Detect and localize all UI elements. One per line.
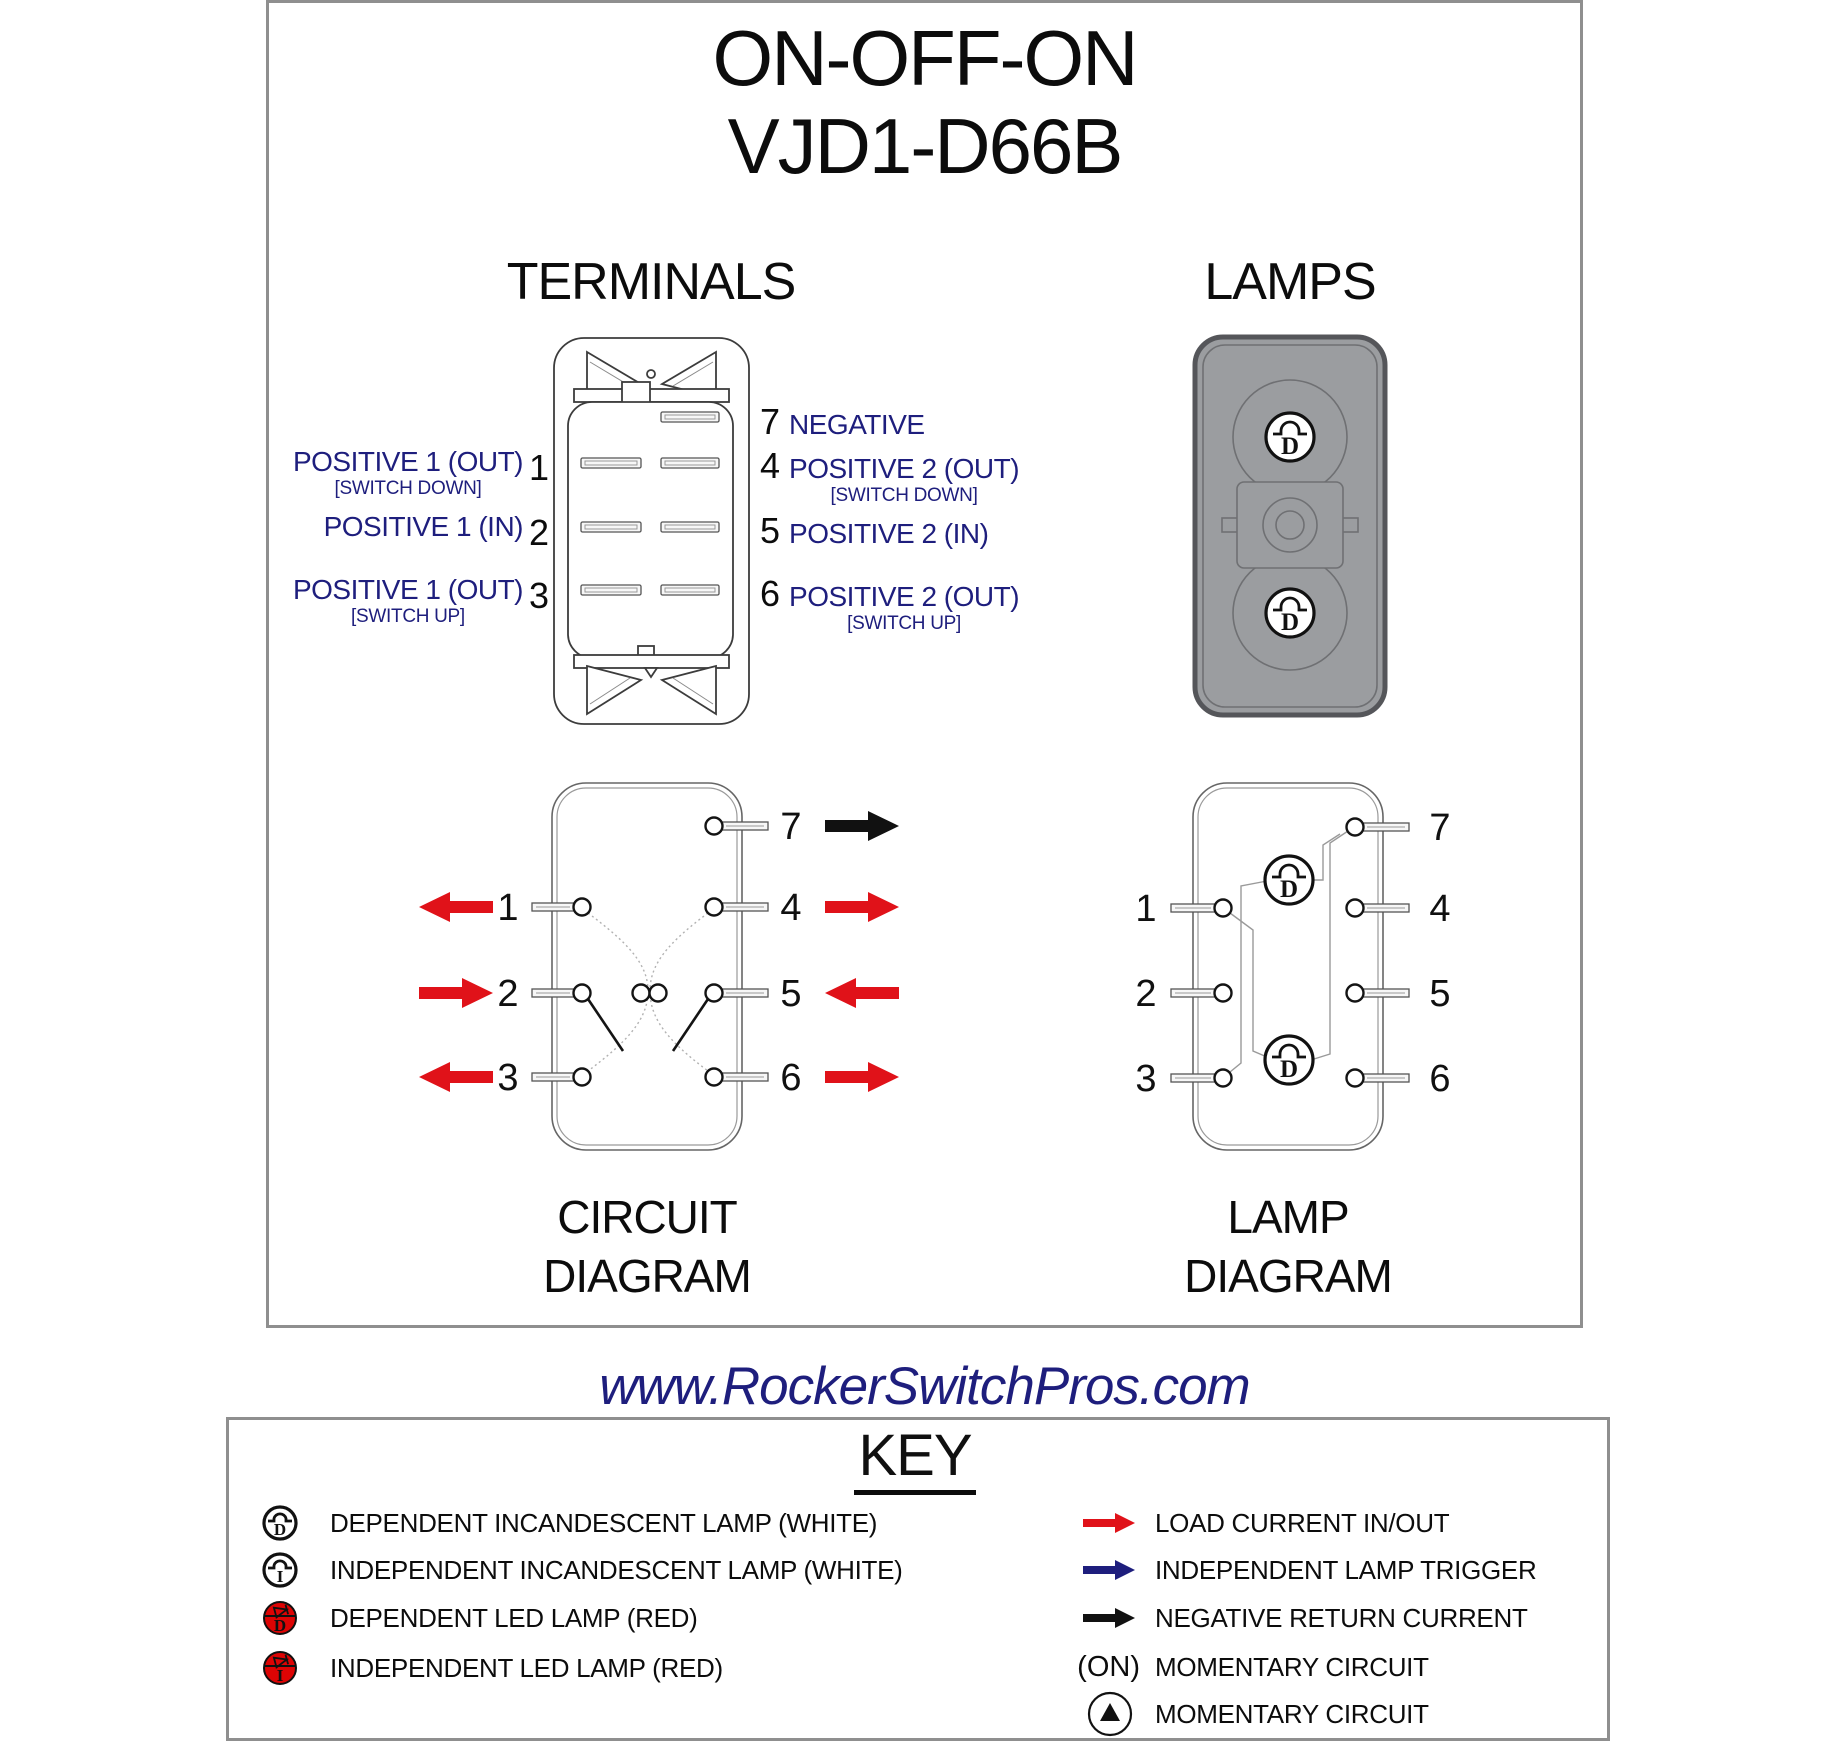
- key-item-label: MOMENTARY CIRCUIT: [1155, 1699, 1429, 1729]
- circuit-pin-7: [706, 818, 723, 835]
- title-line-2: VJD1-D66B: [727, 102, 1122, 190]
- wire-terminal1-to-bottom-lamp: [1230, 913, 1267, 1057]
- circuit-number-3: 3: [497, 1057, 519, 1099]
- terminal-blade-4: [661, 458, 719, 468]
- key-item-label: MOMENTARY CIRCUIT: [1155, 1652, 1429, 1682]
- page-title: [266, 14, 1583, 190]
- terminal-number-3: 3: [528, 575, 550, 616]
- terminal-label-7: 7 NEGATIVE: [760, 401, 925, 442]
- navy-arrow-icon: [1081, 1558, 1137, 1582]
- lamp-pin-3: [1215, 1070, 1232, 1087]
- lamp-number-3: 3: [1135, 1058, 1157, 1100]
- key-item-label: NEGATIVE RETURN CURRENT: [1155, 1603, 1528, 1633]
- terminal-label-2: POSITIVE 1 (IN): [323, 511, 523, 542]
- lamp-number-1: 1: [1135, 888, 1157, 930]
- key-item-label: LOAD CURRENT IN/OUT: [1155, 1508, 1450, 1538]
- circuit-number-5: 5: [780, 973, 802, 1015]
- lamp-diagram: [1115, 770, 1475, 1170]
- lamp-pin-4: [1347, 900, 1364, 917]
- load-current-arrow-6: [825, 1062, 899, 1092]
- terminal-number-2: 2: [528, 512, 550, 553]
- momentary-triangle-icon: [1087, 1691, 1133, 1737]
- terminal-number-4: 4: [760, 445, 781, 486]
- top-pivot: [647, 370, 655, 378]
- circuit-number-4: 4: [780, 887, 802, 929]
- left-contact-arm: [588, 999, 623, 1051]
- terminal-blade-2: [581, 522, 641, 532]
- svg-text:D: D: [1279, 1056, 1299, 1083]
- center-square: [1237, 482, 1343, 568]
- key-heading: KEY: [226, 1422, 1604, 1489]
- circuit-body-outline: [552, 783, 742, 1150]
- terminal-label-4: 4 POSITIVE 2 (OUT) [SWITCH DOWN]: [760, 445, 1020, 506]
- circuit-pin-5: [706, 985, 723, 1002]
- red-arrow-icon: [1081, 1511, 1137, 1535]
- momentary-on-text: (ON): [1077, 1651, 1140, 1683]
- load-current-arrow-1: [419, 892, 493, 922]
- lamps-actuator-drawing: [1180, 325, 1400, 725]
- dependent-led-lamp-icon: [258, 1596, 302, 1640]
- terminals-heading: TERMINALS: [506, 253, 796, 311]
- terminal-number-7: 7: [760, 401, 781, 442]
- terminal-blade-5: [661, 522, 719, 532]
- lamp-diagram-caption: LAMP DIAGRAM: [1184, 1191, 1392, 1302]
- bottom-flange: [574, 655, 729, 668]
- title-line-1: ON-OFF-ON: [712, 14, 1137, 102]
- circuit-pin-1: [574, 899, 591, 916]
- circuit-number-1: 1: [497, 887, 519, 929]
- terminal-label-1: POSITIVE 1 (OUT) [SWITCH DOWN]: [292, 446, 523, 499]
- independent-incandescent-lamp-icon: [258, 1548, 302, 1592]
- wire-terminal7-to-bottom-lamp: [1314, 831, 1348, 1059]
- lamp-pin-7: [1347, 819, 1364, 836]
- load-current-arrow-2: [419, 978, 493, 1008]
- lamp-pin-1: [1215, 900, 1232, 917]
- dependent-lamp-icon: [1265, 856, 1313, 904]
- svg-text:D: D: [273, 1520, 287, 1539]
- svg-text:D: D: [1279, 876, 1299, 903]
- load-current-arrow-5: [825, 978, 899, 1008]
- svg-text:D: D: [1280, 609, 1300, 636]
- load-current-arrow-4: [825, 892, 899, 922]
- lamp-pin-2: [1215, 985, 1232, 1002]
- key-item-label: INDEPENDENT LED LAMP (RED): [330, 1653, 723, 1683]
- circuit-number-6: 6: [780, 1057, 802, 1099]
- circuit-diagram: [395, 770, 925, 1170]
- circuit-center-pole-left: [633, 985, 650, 1002]
- terminal-blade-7: [661, 412, 719, 422]
- dependent-incandescent-lamp-icon: [258, 1501, 302, 1545]
- terminal-blade-3: [581, 585, 641, 595]
- terminal-number-5: 5: [760, 510, 781, 551]
- circuit-pin-3: [574, 1069, 591, 1086]
- lamp-number-6: 6: [1429, 1058, 1451, 1100]
- key-item-label: INDEPENDENT LAMP TRIGGER: [1155, 1555, 1537, 1585]
- key-item-label: INDEPENDENT INCANDESCENT LAMP (WHITE): [330, 1555, 903, 1585]
- key-item-label: DEPENDENT INCANDESCENT LAMP (WHITE): [330, 1508, 878, 1538]
- circuit-center-pole-right: [650, 985, 667, 1002]
- dependent-lamp-icon: [1266, 413, 1314, 461]
- load-current-arrow-3: [419, 1062, 493, 1092]
- circuit-number-7: 7: [780, 806, 802, 848]
- svg-text:D: D: [1280, 433, 1300, 460]
- svg-text:I: I: [276, 1666, 284, 1685]
- dependent-lamp-icon: [1265, 1036, 1313, 1084]
- terminal-blade-6: [661, 585, 719, 595]
- lamp-number-5: 5: [1429, 973, 1451, 1015]
- terminal-number-6: 6: [760, 573, 781, 614]
- terminals-switch-drawing: [540, 330, 765, 735]
- independent-led-lamp-icon: [258, 1646, 302, 1690]
- terminal-blade-1: [581, 458, 641, 468]
- website-url[interactable]: www.RockerSwitchPros.com: [599, 1357, 1250, 1416]
- lamp-pin-6: [1347, 1070, 1364, 1087]
- circuit-pin-2: [574, 985, 591, 1002]
- terminal-label-5: 5 POSITIVE 2 (IN): [760, 510, 989, 551]
- lamps-heading: LAMPS: [1204, 253, 1376, 311]
- lamp-number-4: 4: [1429, 888, 1451, 930]
- key-item-label: DEPENDENT LED LAMP (RED): [330, 1603, 698, 1633]
- lamp-number-2: 2: [1135, 973, 1157, 1015]
- terminal-label-3: POSITIVE 1 (OUT) [SWITCH UP]: [292, 574, 523, 627]
- top-flange: [574, 389, 729, 402]
- wire-top-lamp-to-terminal7: [1313, 834, 1340, 880]
- circuit-diagram-caption: CIRCUIT DIAGRAM: [543, 1191, 751, 1302]
- circuit-number-2: 2: [497, 973, 519, 1015]
- svg-text:I: I: [276, 1567, 284, 1586]
- terminal-label-6: 6 POSITIVE 2 (OUT) [SWITCH UP]: [760, 573, 1020, 634]
- black-arrow-icon: [1081, 1606, 1137, 1630]
- circuit-blades: [532, 822, 768, 1081]
- svg-text:D: D: [273, 1616, 287, 1635]
- lamp-body-outline: [1193, 783, 1383, 1150]
- right-contact-arm: [673, 999, 708, 1051]
- negative-return-arrow-7: [825, 811, 899, 841]
- circuit-pin-6: [706, 1069, 723, 1086]
- dependent-lamp-icon: [1266, 589, 1314, 637]
- circuit-pin-4: [706, 899, 723, 916]
- wire-terminal3-to-top-lamp: [1230, 881, 1267, 1072]
- lamp-number-7: 7: [1429, 807, 1451, 849]
- lamp-pin-5: [1347, 985, 1364, 1002]
- terminal-number-1: 1: [528, 447, 550, 488]
